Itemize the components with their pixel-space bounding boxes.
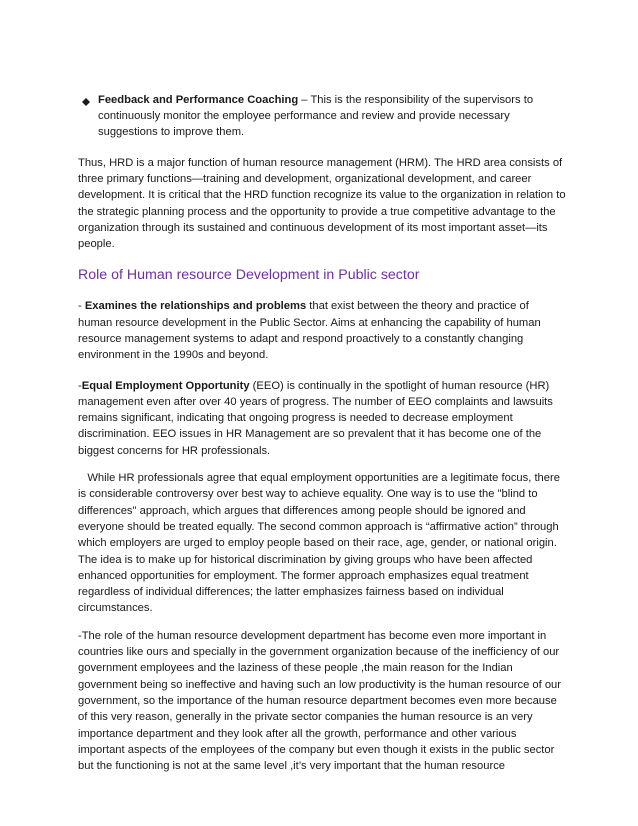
paragraph-examines — [78, 298, 566, 363]
paragraph-text: that exist between the theory and practice of human resource development in the Public Sector. Aims at enhancing the capability of human resource management systems to adapt and respond proactively to a constantly changing environment in the 1990s and beyond. — [78, 300, 541, 362]
paragraph-text: (EEO) is continually in the spotlight of human resource (HR) management even after over 40 years of progress. The number of EEO complaints and lawsuits remains significant, indicating that ongoing progress is needed to decrease employment discrimination. EEO issues in HR Management are so prevalent that it has become one of the biggest concerns for HR professionals. — [78, 379, 553, 457]
paragraph-equality-approaches: While HR professionals agree that equal employment opportunities are a legitimate focus, there is considerable controversy over best way to achieve equality. One way is to use the "blind to differences" approach, which argues that differences among people should be ignored and everyone should be treated equally. The second common approach is “affirmative action” through which employers are urged to employ people based on their race, age, gender, or national origin. The idea is to make up for historical discrimination by giving groups who have been affected enhanced opportunities for employment. The former approach emphasizes equal treatment regardless of individual differences; the latter emphasizes fairness based on individual circumstances. — [78, 472, 564, 615]
bullet-text: – This is the responsibility of the supervisors to continuously monitor the employee performance and review and provide necessary suggestions to improve them. — [98, 94, 534, 139]
paragraph-hrd-function: Thus, HRD is a major function of human resource management (HRM). The HRD area consists of three primary functions—training and development, organizational development, and career development. It is critical that the HRD function recognize its value to the organization in relation to the strategic planning process and the opportunity to provide a true competitive advantage to the organization through its sustained and continuous development of its most important asset—its people. — [78, 156, 566, 251]
bullet-term: Feedback and Performance Coaching — [98, 94, 299, 106]
paragraph-term: Examines the relationships and problems — [84, 300, 307, 313]
diamond-bullet-icon — [82, 98, 90, 106]
paragraph-eeo — [78, 378, 566, 459]
paragraph-hrd-role: -The role of the human resource development department has become even more important in countries like ours and specially in the government organization because of the inefficiency of our government employees and the laziness of these people ,the main reason for the Indian government being so ineffective and having such an low productivity is the human resource of our government, so the importance of the human resource department becomes even more because of this very reason, generally in the private sector companies the human resource is an very importance department and they look after all the growth, performance and other various important aspects of the employees of the company but even though it exists in the public sector but the functioning is not at the same level ,it’s very important that the human resource — [78, 629, 562, 773]
document-body — [78, 92, 566, 774]
section-heading: Role of Human resource Development in Public sector — [78, 267, 420, 284]
paragraph-prefix: - — [78, 379, 82, 392]
paragraph-prefix: - — [78, 300, 85, 313]
bullet-list-item — [78, 92, 566, 141]
paragraph-term: Equal Employment Opportunity — [81, 379, 250, 392]
